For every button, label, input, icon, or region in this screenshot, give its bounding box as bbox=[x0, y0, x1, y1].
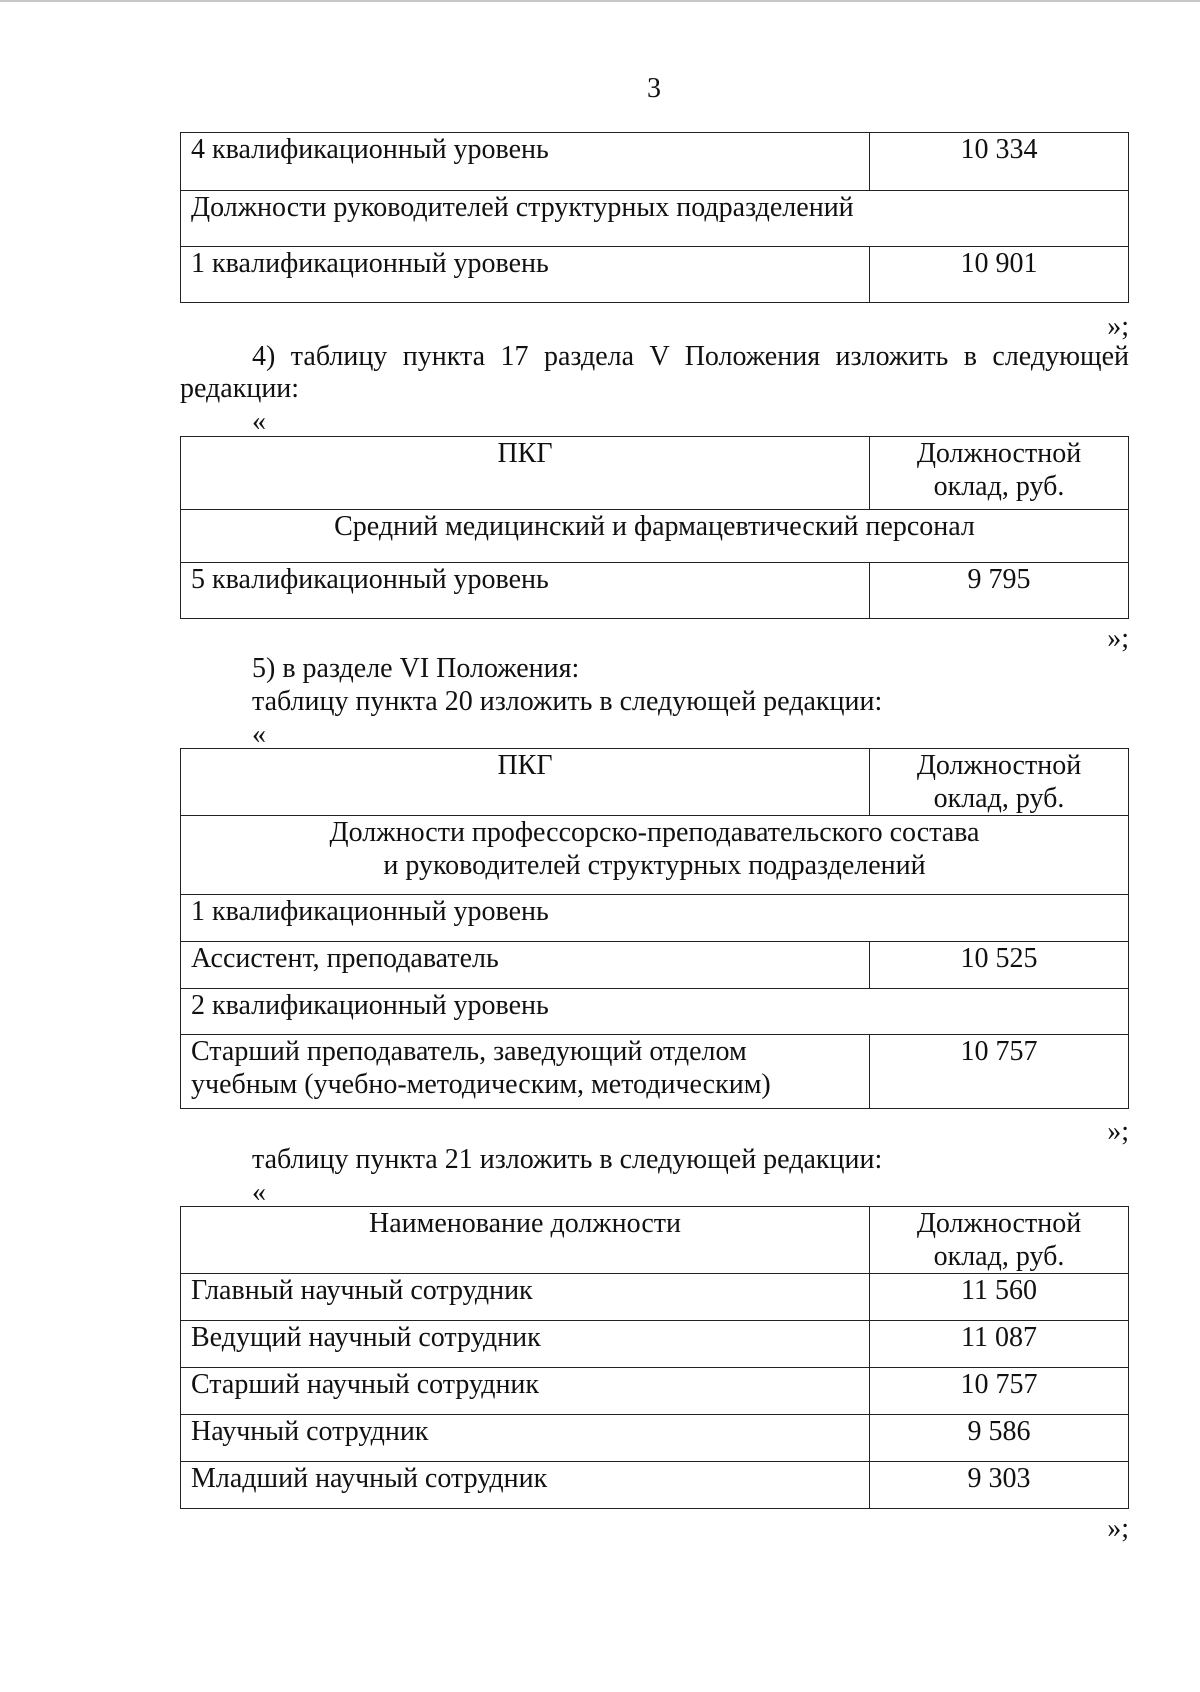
level-label: 1 квалификационный уровень bbox=[181, 895, 1129, 942]
opening-quote: « bbox=[252, 406, 266, 437]
header-salary-line1: Должностной bbox=[916, 750, 1082, 781]
row-label-line2: учебным (учебно-методическим, методическим) bbox=[191, 1069, 771, 1100]
header-salary bbox=[870, 749, 1129, 816]
closing-quote: »; bbox=[1107, 623, 1129, 654]
table-20 bbox=[180, 748, 1129, 1109]
header-salary-line1: Должностной bbox=[916, 438, 1082, 469]
table-header-row bbox=[181, 1207, 1129, 1274]
paragraph-item21: таблицу пункта 21 изложить в следующей редакции: bbox=[252, 1144, 883, 1175]
opening-quote: « bbox=[252, 719, 266, 750]
section-label-line1: Должности профессорско-преподавательского состава bbox=[329, 817, 980, 848]
table-level-row bbox=[181, 989, 1129, 1035]
section-label: Должности руководителей структурных подразделений bbox=[181, 191, 1129, 247]
row-label: 1 квалификационный уровень bbox=[181, 247, 870, 303]
row-value: 10 525 bbox=[870, 942, 1129, 989]
row-value: 11 560 bbox=[870, 1274, 1129, 1321]
header-pkg: ПКГ bbox=[181, 749, 870, 816]
row-value: 10 901 bbox=[870, 247, 1129, 303]
header-pkg: ПКГ bbox=[181, 437, 870, 510]
header-salary bbox=[870, 1207, 1129, 1274]
header-salary-line2: оклад, руб. bbox=[933, 1241, 1065, 1272]
paragraph-item4-line2: редакции: bbox=[180, 373, 300, 404]
row-value: 11 087 bbox=[870, 1321, 1129, 1368]
table-row bbox=[181, 247, 1129, 303]
row-value: 9 586 bbox=[870, 1415, 1129, 1462]
opening-quote: « bbox=[252, 1177, 266, 1208]
closing-quote: »; bbox=[1107, 1116, 1129, 1147]
row-value: 10 334 bbox=[870, 133, 1129, 191]
section-label bbox=[181, 816, 1129, 895]
table-section-row bbox=[181, 510, 1129, 563]
table-row bbox=[181, 1321, 1129, 1368]
row-value: 10 757 bbox=[870, 1368, 1129, 1415]
row-label: Ведущий научный сотрудник bbox=[181, 1321, 870, 1368]
table-row bbox=[181, 1368, 1129, 1415]
row-label bbox=[181, 1035, 870, 1109]
row-label: Главный научный сотрудник bbox=[181, 1274, 870, 1321]
row-label: 4 квалификационный уровень bbox=[181, 133, 870, 191]
section-label: Средний медицинский и фармацевтический персонал bbox=[181, 510, 1129, 563]
row-label-line1: Старший преподаватель, заведующий отделом bbox=[191, 1036, 747, 1067]
header-salary-line1: Должностной bbox=[916, 1208, 1082, 1239]
row-value: 9 795 bbox=[870, 563, 1129, 619]
table-level-row bbox=[181, 895, 1129, 942]
level-label: 2 квалификационный уровень bbox=[181, 989, 1129, 1035]
table-row bbox=[181, 1462, 1129, 1509]
table-section-row bbox=[181, 191, 1129, 247]
table-row bbox=[181, 1415, 1129, 1462]
closing-quote: »; bbox=[1107, 311, 1129, 342]
header-salary-line2: оклад, руб. bbox=[933, 783, 1065, 814]
header-salary bbox=[870, 437, 1129, 510]
page-top-edge bbox=[0, 0, 1200, 2]
table-21 bbox=[180, 1206, 1129, 1509]
header-position: Наименование должности bbox=[181, 1207, 870, 1274]
table-row bbox=[181, 1274, 1129, 1321]
table-row bbox=[181, 563, 1129, 619]
row-label: Научный сотрудник bbox=[181, 1415, 870, 1462]
table-header-row bbox=[181, 437, 1129, 510]
row-label: Старший научный сотрудник bbox=[181, 1368, 870, 1415]
table-17 bbox=[180, 436, 1129, 619]
row-value: 9 303 bbox=[870, 1462, 1129, 1509]
table-continued bbox=[180, 132, 1129, 303]
table-header-row bbox=[181, 749, 1129, 816]
row-label: 5 квалификационный уровень bbox=[181, 563, 870, 619]
table-row bbox=[181, 942, 1129, 989]
paragraph-item5-line1: 5) в разделе VI Положения: bbox=[252, 653, 580, 684]
row-label: Младший научный сотрудник bbox=[181, 1462, 870, 1509]
row-value: 10 757 bbox=[870, 1035, 1129, 1109]
table-section-row bbox=[181, 816, 1129, 895]
table-row bbox=[181, 133, 1129, 191]
header-salary-line2: оклад, руб. bbox=[933, 471, 1065, 502]
page-number: 3 bbox=[647, 73, 661, 104]
closing-quote: »; bbox=[1107, 1513, 1129, 1544]
paragraph-item5-line2: таблицу пункта 20 изложить в следующей редакции: bbox=[252, 686, 883, 717]
section-label-line2: и руководителей структурных подразделений bbox=[383, 850, 926, 881]
row-label: Ассистент, преподаватель bbox=[181, 942, 870, 989]
paragraph-item4-line1: 4) таблицу пункта 17 раздела V Положения изложить в следующей bbox=[252, 341, 1129, 372]
table-row bbox=[181, 1035, 1129, 1109]
